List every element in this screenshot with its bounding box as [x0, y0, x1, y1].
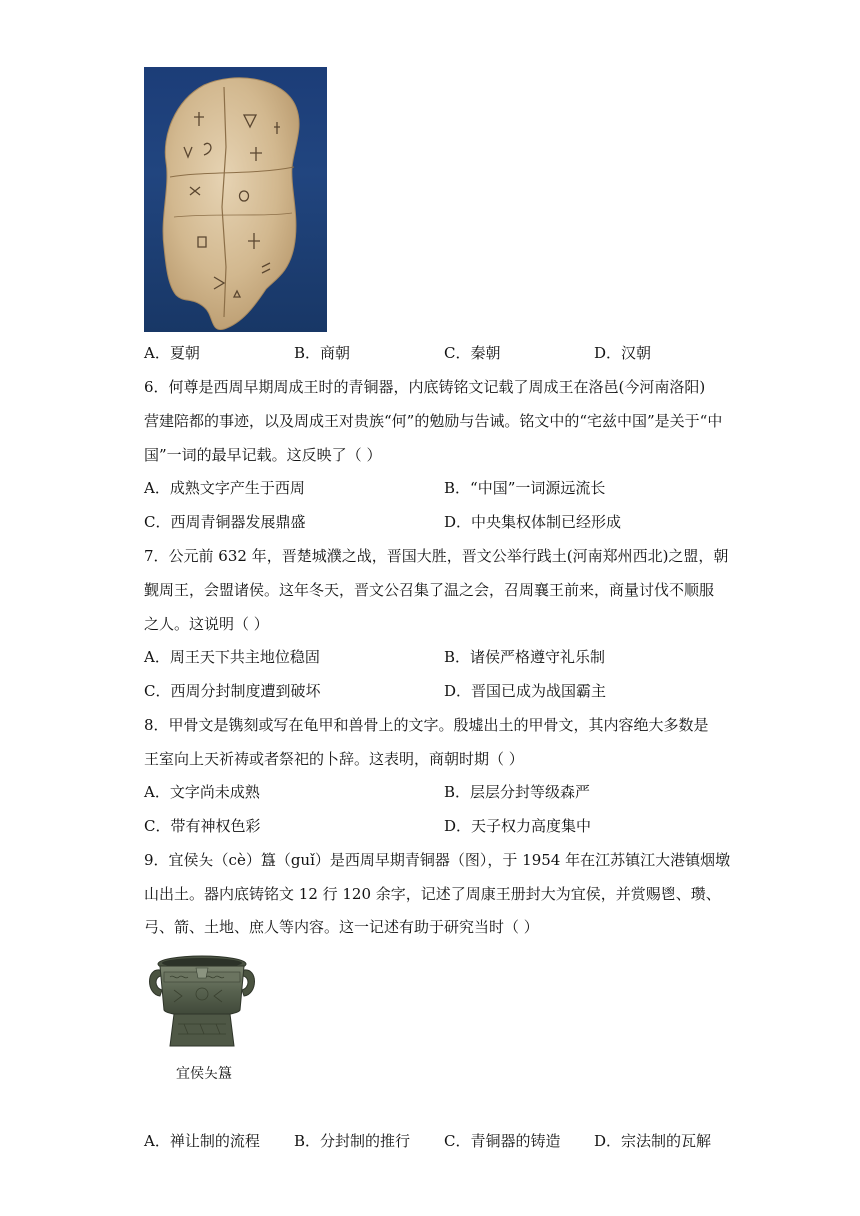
bronze-gui-image	[144, 950, 260, 1052]
q5-option-a: A．夏朝	[144, 344, 200, 362]
q6-stem-line-1: 6．何尊是西周早期周成王时的青铜器，内底铸铭文记载了周成王在洛邑(今河南洛阳)	[144, 378, 706, 396]
q5-option-b: B．商朝	[294, 344, 351, 362]
q6-option-c: C．西周青铜器发展鼎盛	[144, 513, 306, 531]
q9-stem-line-1: 9．宜侯夨（cè）簋（guǐ）是西周早期青铜器（图），于 1954 年在江苏镇江大港镇烟墩	[144, 851, 731, 869]
q6-option-a: A．成熟文字产生于西周	[144, 479, 305, 497]
q6-stem-line-2: 营建陪都的事迹，以及周成王对贵族“何”的勉励与告诫。铭文中的“宅兹中国”是关于“中	[144, 412, 723, 430]
q7-option-c: C．西周分封制度遭到破坏	[144, 682, 321, 700]
q6-option-b: B．“中国”一词源远流长	[444, 479, 606, 497]
q9-option-a: A．禅让制的流程	[144, 1132, 260, 1150]
q7-option-d: D．晋国已成为战国霸主	[444, 682, 607, 700]
q7-stem-line-1: 7．公元前 632 年，晋楚城濮之战，晋国大胜，晋文公举行践土(河南郑州西北)之盟，朝	[144, 547, 729, 565]
q9-stem-line-2: 山出土。器内底铸铭文 12 行 120 余字，记述了周康王册封大为宜侯，并赏赐鬯、瓒、	[144, 885, 721, 903]
q8-option-c: C．带有神权色彩	[144, 817, 261, 835]
oracle-bone-figure	[144, 67, 327, 332]
q8-option-d: D．天子权力高度集中	[444, 817, 592, 835]
q9-option-c: C．青铜器的铸造	[444, 1132, 561, 1150]
q5-option-d: D．汉朝	[594, 344, 652, 362]
figure-caption: 宜侯夨簋	[176, 1066, 232, 1082]
q6-option-d: D．中央集权体制已经形成	[444, 513, 622, 531]
q8-option-b: B．层层分封等级森严	[444, 783, 591, 801]
bronze-gui-figure	[144, 950, 260, 1052]
q7-stem-line-2: 觐周王，会盟诸侯。这年冬天，晋文公召集了温之会，召周襄王前来，商量讨伐不顺服	[144, 581, 715, 599]
q8-stem-line-1: 8．甲骨文是镌刻或写在龟甲和兽骨上的文字。殷墟出土的甲骨文，其内容绝大多数是	[144, 716, 709, 734]
q7-stem-line-3: 之人。这说明（ ）	[144, 615, 269, 633]
q7-option-b: B．诸侯严格遵守礼乐制	[444, 648, 606, 666]
q6-stem-line-3: 国”一词的最早记载。这反映了（ ）	[144, 446, 382, 464]
q8-option-a: A．文字尚未成熟	[144, 783, 260, 801]
q8-stem-line-2: 王室向上天祈祷或者祭祀的卜辞。这表明，商朝时期（ ）	[144, 750, 524, 768]
q7-option-a: A．周王天下共主地位稳固	[144, 648, 320, 666]
q9-stem-line-3: 弓、箭、土地、庶人等内容。这一记述有助于研究当时（ ）	[144, 918, 539, 936]
q9-option-b: B．分封制的推行	[294, 1132, 411, 1150]
q9-option-d: D．宗法制的瓦解	[594, 1132, 712, 1150]
oracle-bone-image	[144, 67, 327, 332]
q5-option-c: C．秦朝	[444, 344, 501, 362]
